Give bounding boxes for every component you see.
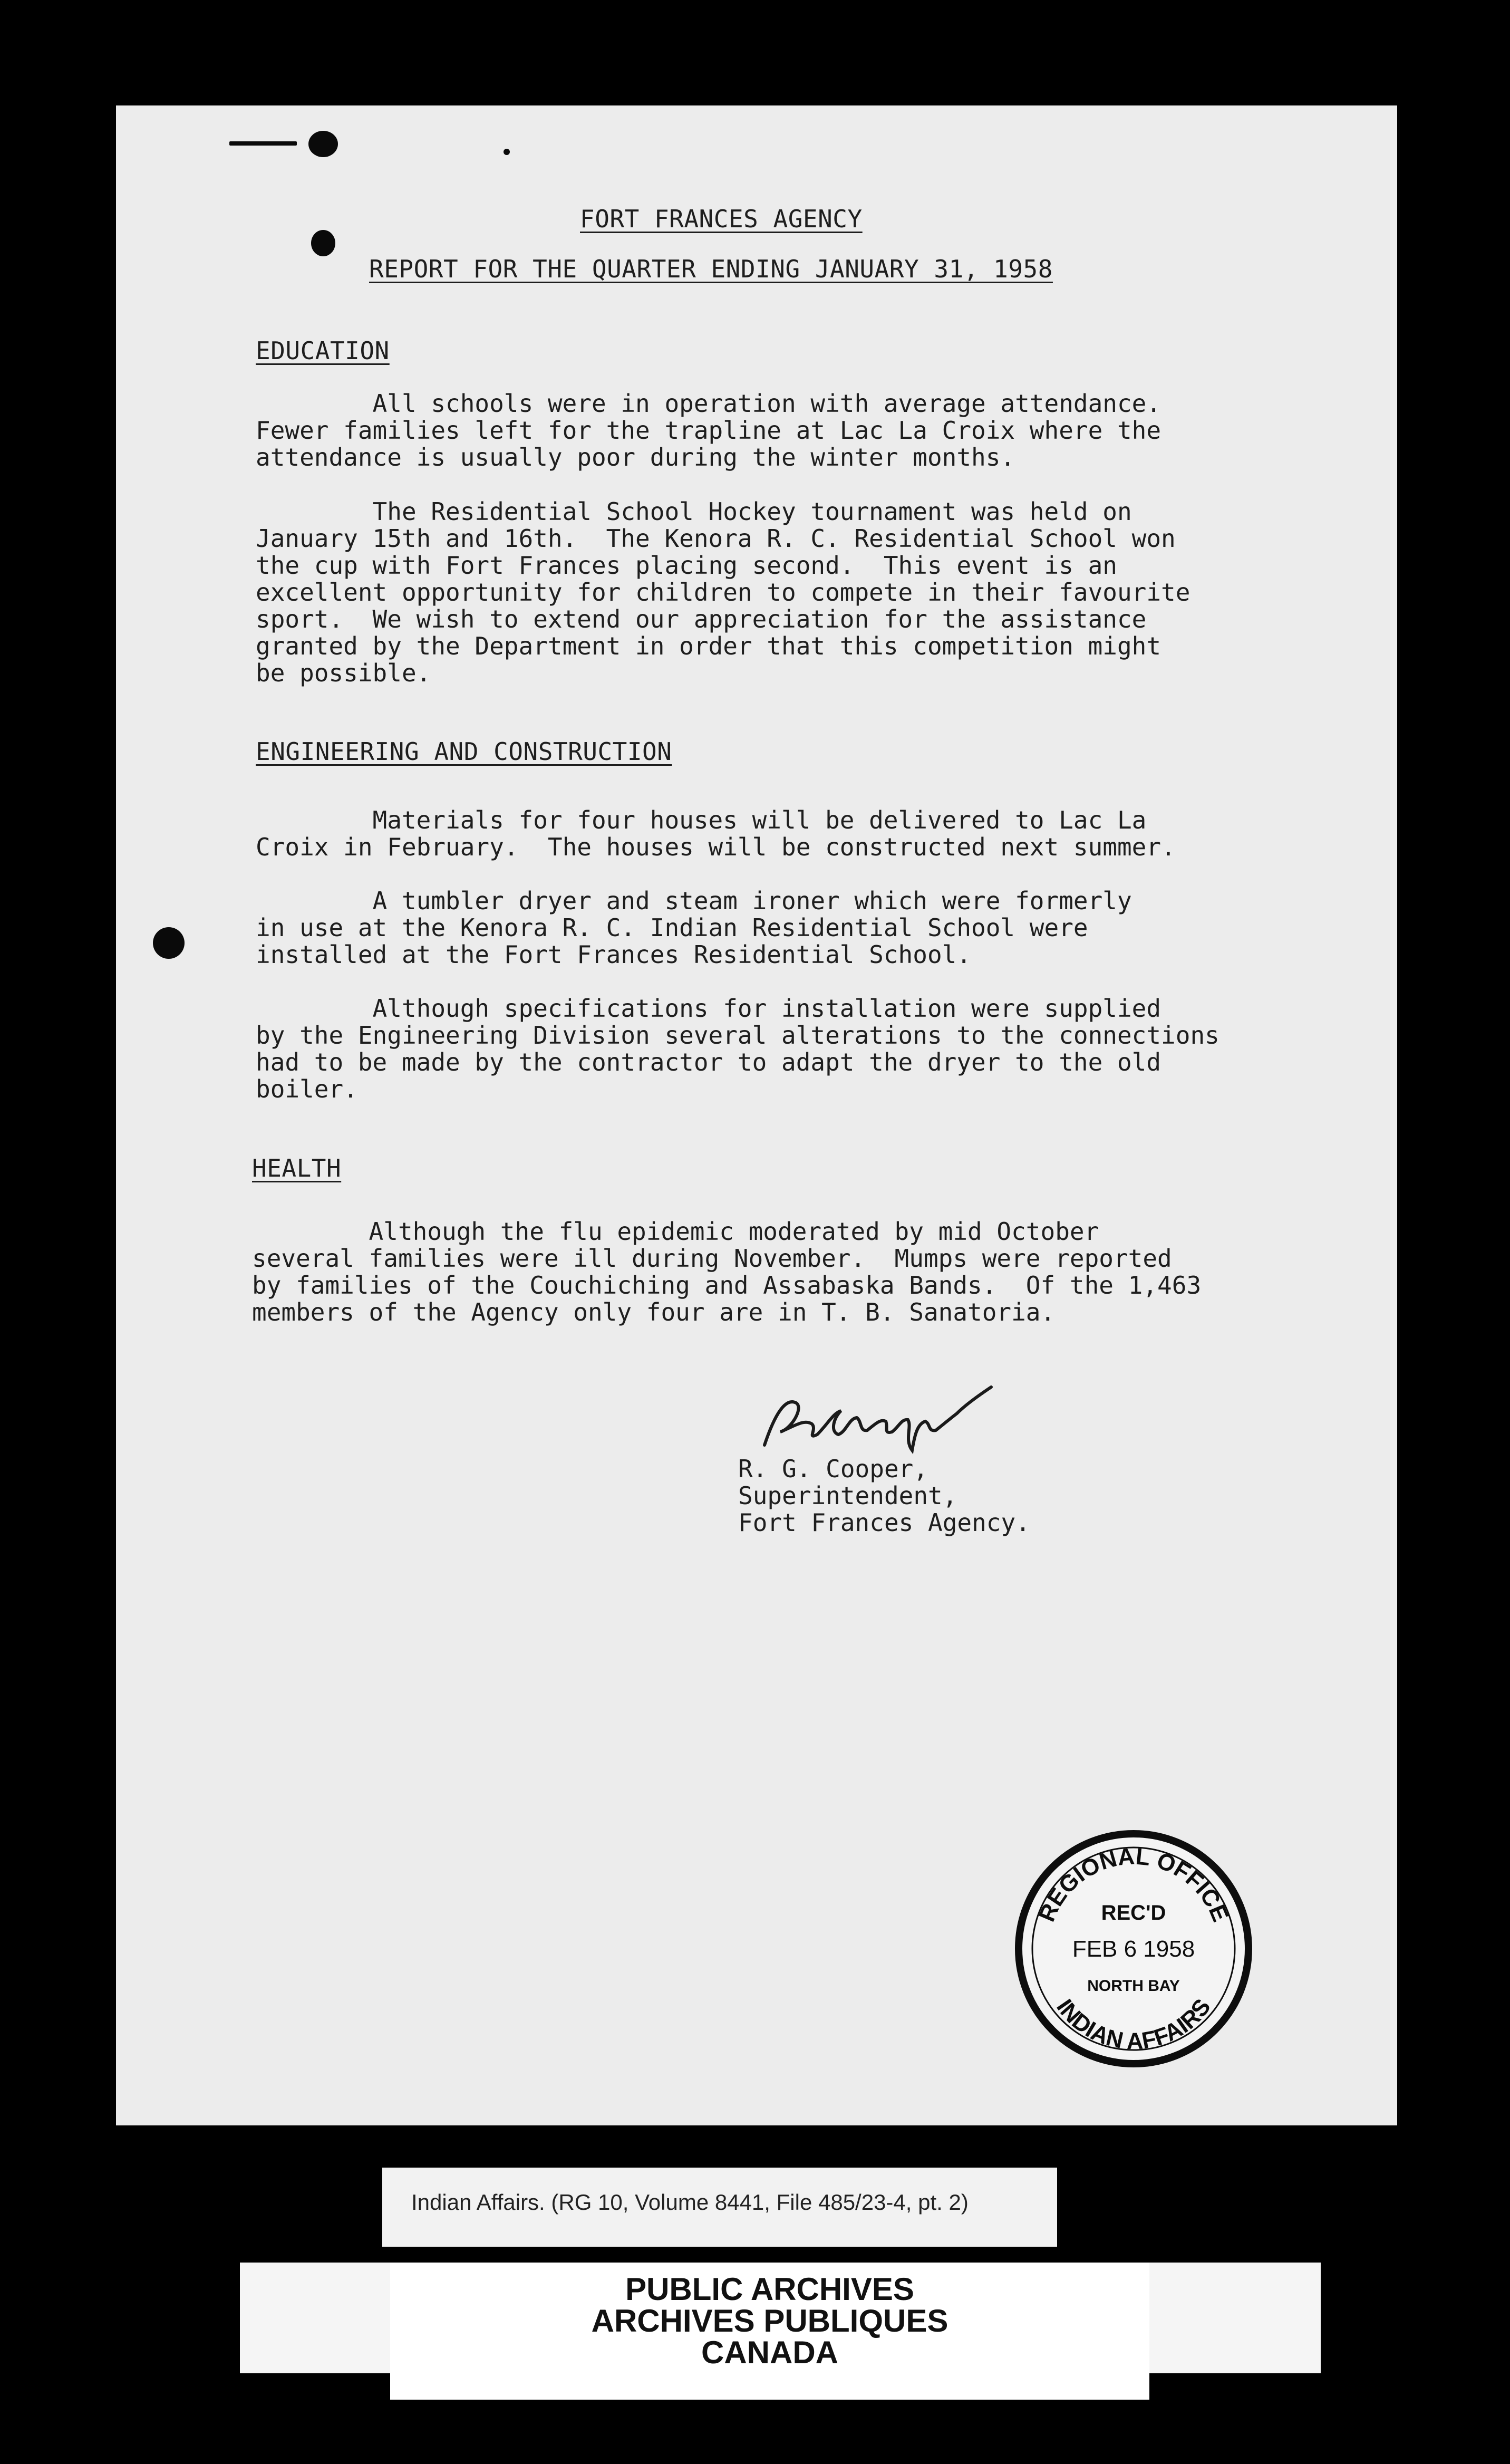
stamp-top-text: REGIONAL OFFICE <box>1033 1843 1234 1926</box>
signature-block <box>738 1456 1030 1536</box>
text-line: Although the flu epidemic moderated by mid October <box>252 1217 1099 1246</box>
text-line: A tumbler dryer and steam ironer which were formerly <box>256 887 1132 915</box>
text-line: the cup with Fort Frances placing second. This event is an <box>256 551 1117 580</box>
text-line: Fewer families left for the trapline at Lac La Croix where the <box>256 416 1161 445</box>
page-subtitle: REPORT FOR THE QUARTER ENDING JANUARY 31, 1958 <box>369 255 1053 283</box>
text-line: Croix in February. The houses will be constructed next summer. <box>256 833 1176 861</box>
signer-name: R. G. Cooper, <box>738 1455 928 1483</box>
text-line: excellent opportunity for children to compete in their favourite <box>256 578 1190 607</box>
public-archives-banner <box>240 2263 1321 2373</box>
text-line: attendance is usually poor during the winter months. <box>256 443 1015 471</box>
education-paragraph-2 <box>256 498 1190 687</box>
text-line: by families of the Couchiching and Assabaska Bands. Of the 1,463 <box>252 1271 1202 1300</box>
education-paragraph-1 <box>256 390 1161 471</box>
punch-hole <box>153 927 185 959</box>
signer-title: Superintendent, <box>738 1481 957 1510</box>
public-archives-label <box>390 2263 1149 2400</box>
stamp-received: REC'D <box>1101 1901 1166 1924</box>
archives-line-country: CANADA <box>701 2335 838 2370</box>
engineering-heading: ENGINEERING AND CONSTRUCTION <box>256 737 672 766</box>
text-line: by the Engineering Division several alterations to the connections <box>256 1021 1219 1050</box>
archives-line-fr: ARCHIVES PUBLIQUES <box>591 2303 948 2338</box>
text-line: members of the Agency only four are in T. B. Sanatoria. <box>252 1298 1056 1326</box>
text-line: sport. We wish to extend our appreciation for the assistance <box>256 605 1147 633</box>
document-sheet <box>116 105 1397 2125</box>
engineering-paragraph-3 <box>256 995 1219 1103</box>
signer-office: Fort Frances Agency. <box>738 1508 1030 1537</box>
text-line: January 15th and 16th. The Kenora R. C. Residential School won <box>256 524 1176 553</box>
text-line: in use at the Kenora R. C. Indian Residential School were <box>256 913 1088 942</box>
ink-speck <box>229 141 297 146</box>
ink-speck <box>308 131 338 157</box>
text-line: granted by the Department in order that this competition might <box>256 632 1161 660</box>
ink-speck <box>311 230 335 256</box>
education-heading: EDUCATION <box>256 336 390 365</box>
text-line: installed at the Fort Frances Residential School. <box>256 940 972 969</box>
stamp-location: NORTH BAY <box>1087 1977 1180 1995</box>
page-title: FORT FRANCES AGENCY <box>580 205 863 233</box>
stamp-date: FEB 6 1958 <box>1072 1936 1195 1962</box>
archive-reference-label <box>382 2168 1057 2247</box>
text-line: had to be made by the contractor to adapt the dryer to the old <box>256 1048 1161 1076</box>
text-line: The Residential School Hockey tournament was held on <box>256 497 1132 526</box>
text-line: boiler. <box>256 1075 358 1103</box>
health-paragraph <box>252 1218 1201 1326</box>
stamp-bottom-text: INDIAN AFFAIRS <box>1051 1994 1216 2055</box>
text-line: Although specifications for installation were supplied <box>256 994 1161 1023</box>
ink-speck <box>504 149 510 155</box>
text-line: All schools were in operation with average attendance. <box>256 389 1161 418</box>
archives-line-en: PUBLIC ARCHIVES <box>625 2272 914 2307</box>
handwritten-signature <box>754 1382 996 1456</box>
engineering-paragraph-2 <box>256 888 1132 968</box>
text-line: several families were ill during November. Mumps were reported <box>252 1244 1172 1273</box>
text-line: Materials for four houses will be delivered to Lac La <box>256 806 1147 834</box>
received-stamp <box>1010 1825 1257 2073</box>
health-heading: HEALTH <box>252 1154 342 1182</box>
engineering-paragraph-1 <box>256 807 1176 861</box>
text-line: be possible. <box>256 659 431 687</box>
archive-reference: Indian Affairs. (RG 10, Volume 8441, File 485/23-4, pt. 2) <box>411 2190 969 2215</box>
